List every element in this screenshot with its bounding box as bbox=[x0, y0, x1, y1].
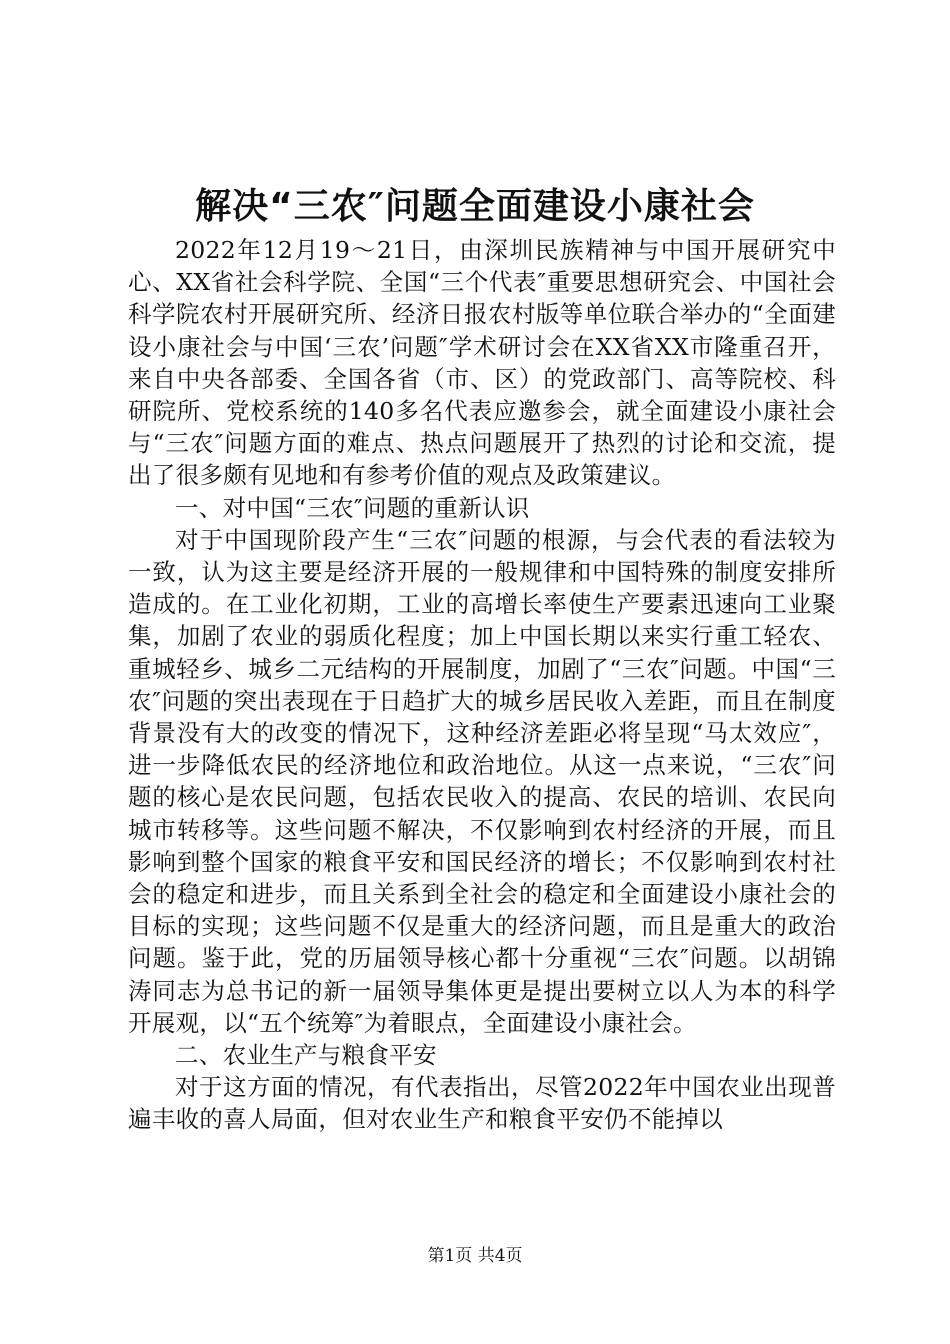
document-body bbox=[128, 234, 836, 1136]
section-heading-1: 一、对中国“三农″问题的重新认识 bbox=[175, 493, 530, 522]
paragraph-section-1: 对于中国现阶段产生“三农″问题的根源，与会代表的看法较为一致，认为这主要是经济开展的一般规律和中国特殊的制度安排所造成的。在工业化初期，工业的高增长率使生产要素迅速向工业聚集，加剧了农业的弱质化程度；加上中国长期以来实行重工轻农、重城轻乡、城乡二元结构的开展制度，加剧了“三农″问题。中国“三农″问题的突出表现在于日趋扩大的城乡居民收入差距，而且在制度背景没有大的改变的情况下，这种经济差距必将呈现“马太效应″，进一步降低农民的经济地位和政治地位。从这一点来说，“三农″问题的核心是农民问题，包括农民收入的提高、农民的培训、农民向城市转移等。这些问题不解决，不仅影响到农村经济的开展，而且影响到整个国家的粮食平安和国民经济的增长；不仅影响到农村社会的稳定和进步，而且关系到全社会的稳定和全面建设小康社会的目标的实现；这些问题不仅是重大的经济问题，而且是重大的政治问题。鉴于此，党的历届领导核心都十分重视“三农″问题。以胡锦涛同志为总书记的新一届领导集体更是提出要树立以人为本的科学开展观，以“五个统筹″为着眼点，全面建设小康社会。 bbox=[128, 525, 836, 1037]
document-title: 解决“三农″问题全面建设小康社会 bbox=[195, 186, 755, 227]
page-number-footer: 第1页 共4页 bbox=[427, 1246, 523, 1266]
paragraph-section-2: 对于这方面的情况，有代表指出，尽管2022年中国农业出现普遍丰收的喜人局面，但对农业生产和粮食平安仍不能掉以 bbox=[128, 1073, 836, 1134]
section-heading-2: 二、农业生产与粮食平安 bbox=[175, 1041, 437, 1070]
paragraph-intro: 2022年12月19～21日，由深圳民族精神与中国开展研究中心、XX省社会科学院、全国“三个代表″重要思想研究会、中国社会科学院农村开展研究所、经济日报农村版等单位联合举办的“全面建设小康社会与中国‘三农’问题″学术研讨会在XX省XX市隆重召开，来自中央各部委、全国各省（市、区）的党政部门、高等院校、科研院所、党校系统的140多名代表应邀参会，就全面建设小康社会与“三农″问题方面的难点、热点问题展开了热烈的讨论和交流，提出了很多颇有见地和有参考价值的观点及政策建议。 bbox=[128, 236, 836, 490]
